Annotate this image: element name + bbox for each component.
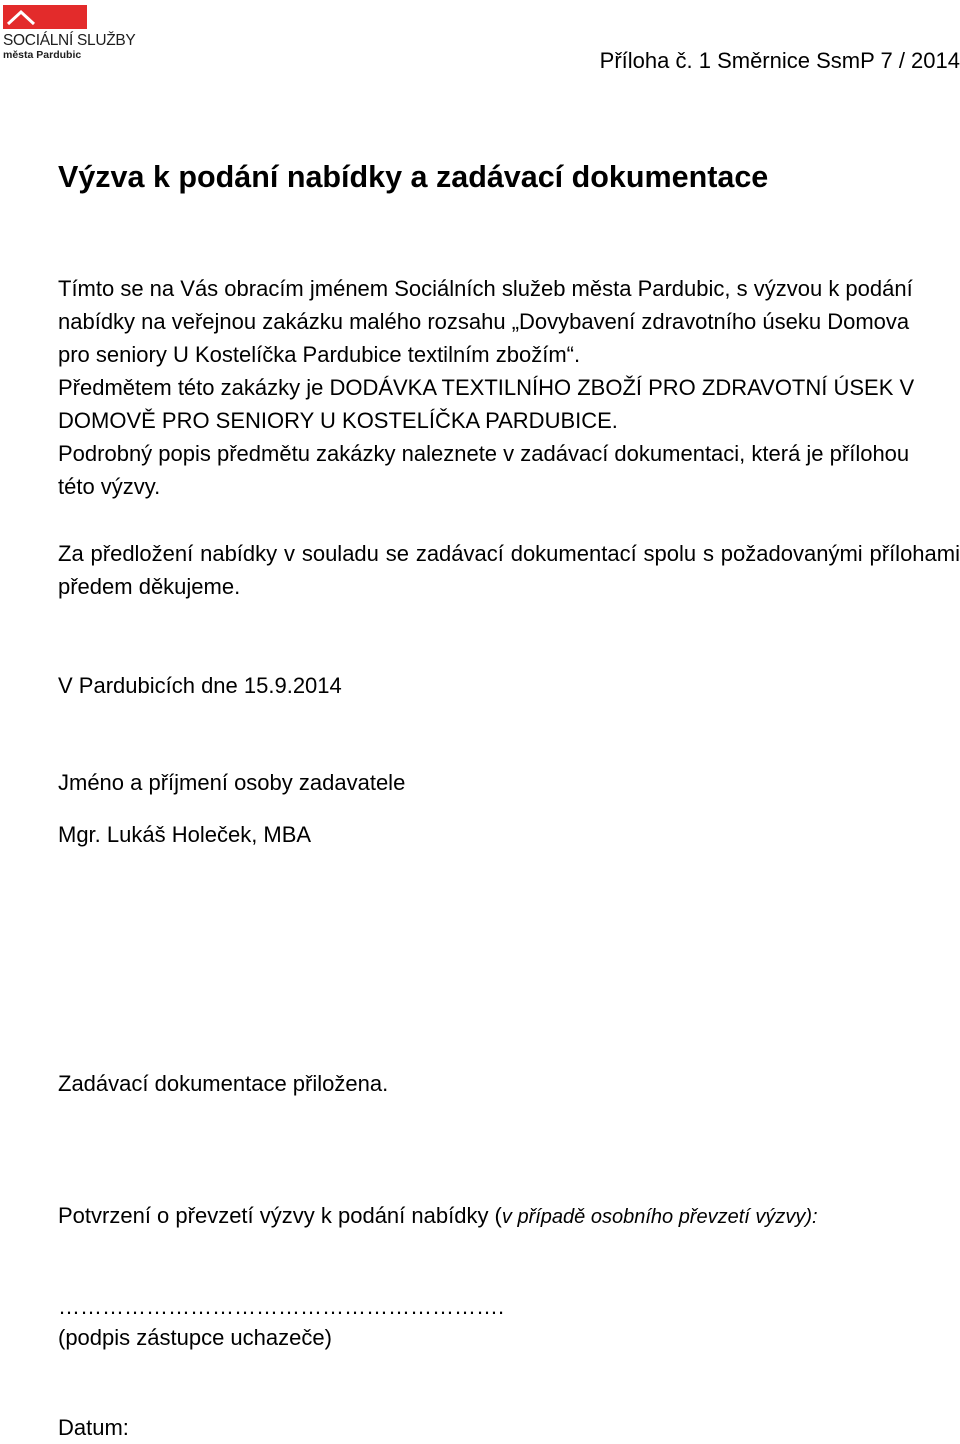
annex-label: Příloha č. 1 Směrnice SsmP 7 / 2014 (599, 48, 960, 73)
confirmation-line (58, 1199, 818, 1234)
date-place: V Pardubicích dne 15.9.2014 (58, 673, 342, 698)
document-title: Výzva k podání nabídky a zadávací dokumentace (58, 160, 769, 194)
contracting-person-label: Jméno a příjmení osoby zadavatele (58, 770, 406, 795)
thanks-paragraph: Za předložení nabídky v souladu se zadávací dokumentací spolu s požadovanými přílohami předem děkujeme. (58, 541, 960, 599)
contracting-person-name: Mgr. Lukáš Holeček, MBA (58, 822, 312, 847)
datum-label: Datum: (58, 1415, 129, 1440)
confirmation-text: Potvrzení o převzetí výzvy k podání nabídky ( (58, 1203, 502, 1228)
signature-caption: (podpis zástupce uchazeče) (58, 1325, 332, 1350)
intro-invitation: Tímto se na Vás obracím jménem Sociálních služeb města Pardubic, s výzvou k podání nabídky na veřejnou zakázku malého rozsahu „Dovybavení zdravotního úseku Domova pro seniory U Kostelíčka Pardubice textilním zbožím“. (58, 276, 913, 367)
confirmation-note: v případě osobního převzetí výzvy): (501, 1206, 818, 1228)
logo-subtitle: města Pardubic (3, 49, 82, 61)
logo-name: SOCIÁLNÍ SLUŽBY (3, 32, 136, 49)
signature-line: ……………………………………………………. (58, 1294, 505, 1319)
roof-logo-icon (3, 5, 87, 29)
intro-details: Podrobný popis předmětu zakázky naleznete v zadávací dokumentaci, která je přílohou této výzvy. (58, 441, 910, 499)
organization-logo (3, 5, 136, 61)
attachment-note: Zadávací dokumentace přiložena. (58, 1071, 389, 1096)
intro-paragraph (58, 272, 928, 503)
intro-subject: Předmětem této zakázky je DODÁVKA TEXTILNÍHO ZBOŽÍ PRO ZDRAVOTNÍ ÚSEK V DOMOVĚ PRO SENIORY U KOSTELÍČKA PARDUBICE. (58, 375, 915, 433)
